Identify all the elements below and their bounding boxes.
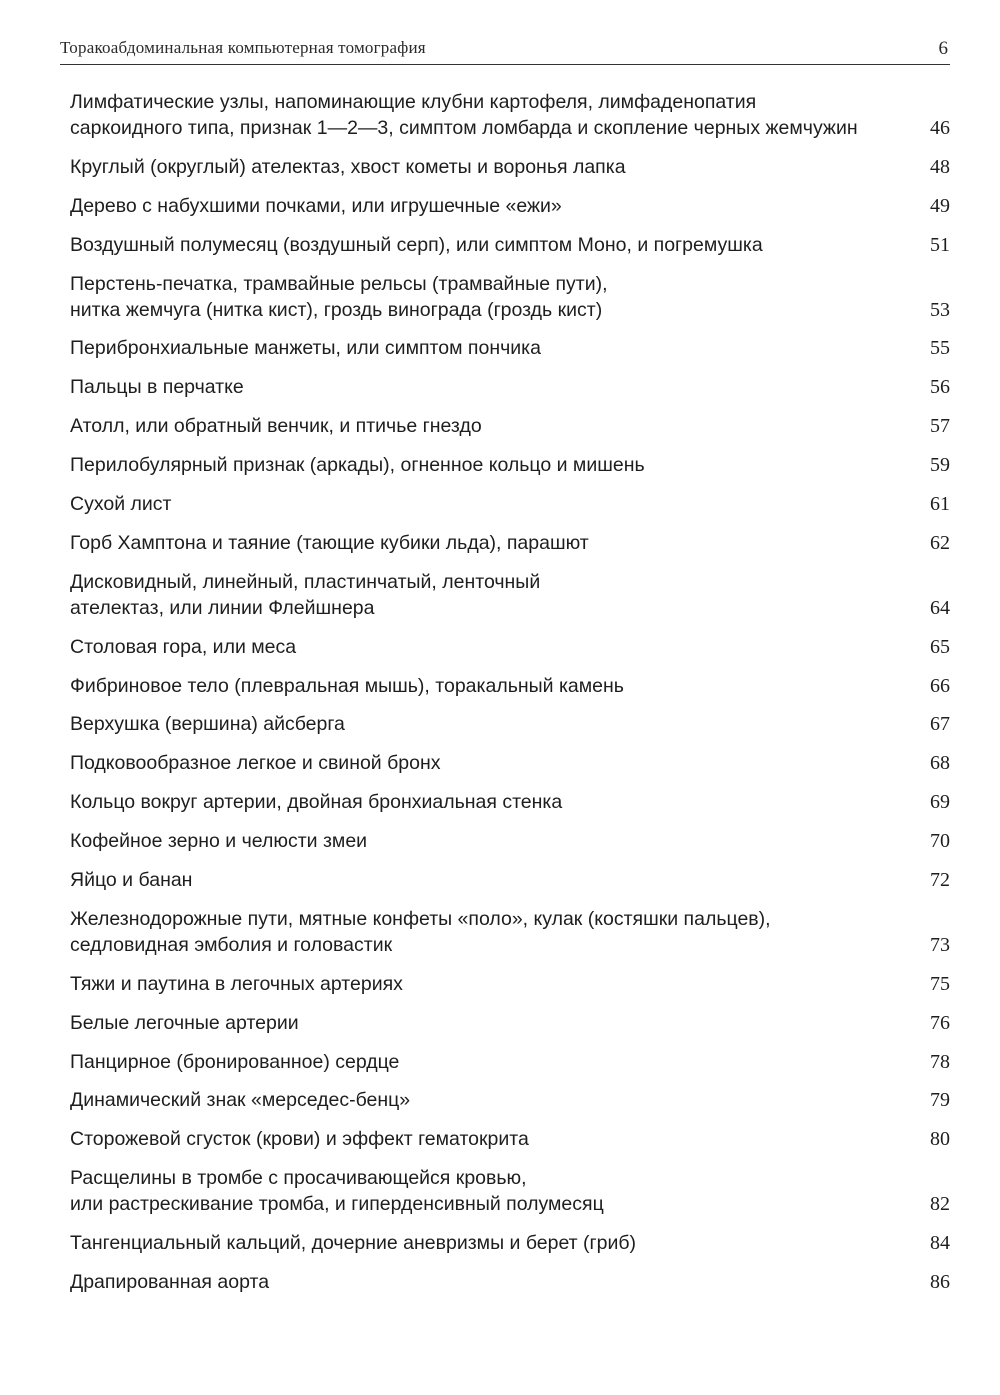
toc-entry-page: 48 <box>930 155 950 178</box>
toc-entry-title <box>70 154 918 180</box>
toc-entry <box>70 413 950 439</box>
toc-entry <box>70 1010 950 1036</box>
toc-entry-title-line: Воздушный полумесяц (воздушный серп), или симптом Моно, и погремушка <box>70 233 763 256</box>
toc-entry-title <box>70 673 918 699</box>
toc-entry-title <box>70 530 918 556</box>
toc-entry-title-line: Верхушка (вершина) айсберга <box>70 713 345 736</box>
toc-entry <box>70 1165 950 1217</box>
toc-entry-title-line: седловидная эмболия и головастик <box>70 933 393 956</box>
toc-entry-page: 61 <box>930 493 950 516</box>
toc-entry-page: 56 <box>930 376 950 399</box>
toc-entry-title-line: Сторожевой сгусток (крови) и эффект гематокрита <box>70 1128 529 1151</box>
toc-entry-title <box>70 1087 918 1113</box>
running-header <box>60 34 950 65</box>
toc-entry-title <box>70 906 918 958</box>
toc-entry <box>70 971 950 997</box>
toc-entry <box>70 711 950 737</box>
toc-entry-title-line: Дерево с набухшими почками, или игрушечные «ежи» <box>70 194 562 217</box>
toc-entry-page: 79 <box>930 1089 950 1112</box>
toc-entry-page: 82 <box>930 1193 950 1216</box>
toc-entry <box>70 154 950 180</box>
toc-entry-page: 55 <box>930 337 950 360</box>
toc-entry <box>70 491 950 517</box>
toc-entry <box>70 452 950 478</box>
toc-entry-title <box>70 867 918 893</box>
toc-entry-title-line: ателектаз, или линии Флейшнера <box>70 596 375 619</box>
toc-entry-title-line: Расщелины в тромбе с просачивающейся кровью, <box>70 1167 527 1190</box>
toc-entry-title <box>70 634 918 660</box>
toc-entry-page: 68 <box>930 752 950 775</box>
toc-entry-title-line: саркоидного типа, признак 1—2—3, симптом ломбарда и скопление черных жемчужин <box>70 117 858 139</box>
toc-entry-page: 59 <box>930 454 950 477</box>
toc-entry-title <box>70 271 918 323</box>
toc-entry-page: 46 <box>930 117 950 139</box>
toc-entry-title-line: Пальцы в перчатке <box>70 376 244 399</box>
toc-entry-title <box>70 1269 918 1295</box>
toc-entry-page: 53 <box>930 298 950 321</box>
toc-entry-title <box>70 452 918 478</box>
toc-entry <box>70 1230 950 1256</box>
toc-entry <box>70 1049 950 1075</box>
toc-entry <box>70 1087 950 1113</box>
toc-entry <box>70 89 950 141</box>
toc-entry-title-line: Лимфатические узлы, напоминающие клубни картофеля, лимфаденопатия <box>70 91 757 113</box>
toc-entry-title <box>70 89 918 141</box>
toc-entry-title <box>70 374 918 400</box>
toc-entry <box>70 374 950 400</box>
toc-entry-title-line: Кофейное зерно и челюсти змеи <box>70 830 368 853</box>
toc-entry-page: 64 <box>930 596 950 619</box>
toc-entry-page: 49 <box>930 194 950 217</box>
toc-entry-page: 66 <box>930 674 950 697</box>
toc-entry-title <box>70 232 918 258</box>
toc-entry-title <box>70 1010 918 1036</box>
toc-entry-title-line: Перилобулярный признак (аркады), огненное кольцо и мишень <box>70 454 645 477</box>
toc-entry-page: 65 <box>930 635 950 658</box>
toc-entry-title-line: Тяжи и паутина в легочных артериях <box>70 972 403 995</box>
toc-entry-title-line: Горб Хамптона и таяние (тающие кубики льда), парашют <box>70 531 589 554</box>
toc-entry-title <box>70 1230 918 1256</box>
toc-entry <box>70 530 950 556</box>
toc-entry <box>70 828 950 854</box>
toc-entry <box>70 271 950 323</box>
toc-entry-title <box>70 750 918 776</box>
toc-entry-title-line: Столовая гора, или меса <box>70 635 297 658</box>
toc-entry-title <box>70 1049 918 1075</box>
toc-entry-title-line: Белые легочные артерии <box>70 1011 299 1034</box>
toc-entry-page: 57 <box>930 415 950 438</box>
page-number: 6 <box>938 38 948 59</box>
toc-entry-title <box>70 711 918 737</box>
toc-entry <box>70 232 950 258</box>
toc-entry-page: 75 <box>930 972 950 995</box>
toc-entry-title-line: Яйцо и банан <box>70 869 193 892</box>
toc-entry-title <box>70 491 918 517</box>
toc-entry-title-line: Драпированная аорта <box>70 1271 270 1294</box>
toc-entry-page: 69 <box>930 791 950 814</box>
toc-entry-page: 86 <box>930 1271 950 1294</box>
toc-entry-title-line: Железнодорожные пути, мятные конфеты «поло», кулак (костяшки пальцев), <box>70 907 771 930</box>
toc-entry-title <box>70 789 918 815</box>
toc-entry-title-line: Перстень-печатка, трамвайные рельсы (трамвайные пути), <box>70 272 608 295</box>
toc-entry-title <box>70 413 918 439</box>
toc-entry-title-line: или растрескивание тромба, и гиперденсивный полумесяц <box>70 1193 604 1216</box>
table-of-contents <box>70 89 950 1308</box>
toc-entry-title-line: Круглый (округлый) ателектаз, хвост кометы и воронья лапка <box>70 155 626 178</box>
running-title: Торакоабдоминальная компьютерная томография <box>60 38 426 57</box>
toc-entry <box>70 1126 950 1152</box>
toc-entry-title <box>70 193 918 219</box>
toc-entry-title-line: Перибронхиальные манжеты, или симптом пончика <box>70 337 541 360</box>
toc-entry-page: 78 <box>930 1050 950 1073</box>
toc-entry-page: 80 <box>930 1128 950 1151</box>
toc-entry-title <box>70 1165 918 1217</box>
toc-entry <box>70 906 950 958</box>
toc-entry-page: 67 <box>930 713 950 736</box>
toc-entry-title-line: Динамический знак «мерседес-бенц» <box>70 1089 411 1112</box>
toc-entry-title <box>70 828 918 854</box>
toc-entry-title <box>70 569 918 621</box>
toc-entry <box>70 193 950 219</box>
toc-entry <box>70 634 950 660</box>
toc-entry <box>70 867 950 893</box>
toc-entry-title-line: Атолл, или обратный венчик, и птичье гнездо <box>70 415 482 438</box>
toc-entry-title-line: Панцирное (бронированное) сердце <box>70 1050 400 1073</box>
toc-entry-page: 70 <box>930 830 950 853</box>
toc-entry <box>70 789 950 815</box>
toc-entry-title-line: Подковообразное легкое и свиной бронх <box>70 752 441 775</box>
toc-entry-title <box>70 971 918 997</box>
toc-entry <box>70 673 950 699</box>
toc-entry <box>70 750 950 776</box>
toc-entry-title-line: Фибриновое тело (плевральная мышь), торакальный камень <box>70 674 624 697</box>
toc-entry <box>70 569 950 621</box>
toc-entry <box>70 335 950 361</box>
toc-entry-page: 72 <box>930 869 950 892</box>
toc-entry-title-line: нитка жемчуга (нитка кист), гроздь винограда (гроздь кист) <box>70 298 603 321</box>
toc-entry-page: 51 <box>930 233 950 256</box>
toc-entry-title-line: Сухой лист <box>70 493 172 516</box>
toc-entry-title <box>70 1126 918 1152</box>
toc-entry-page: 84 <box>930 1232 950 1255</box>
toc-entry-title-line: Дисковидный, линейный, пластинчатый, ленточный <box>70 570 541 593</box>
toc-entry-page: 62 <box>930 531 950 554</box>
toc-entry-title <box>70 335 918 361</box>
toc-entry-page: 73 <box>930 933 950 956</box>
toc-entry-title-line: Кольцо вокруг артерии, двойная бронхиальная стенка <box>70 791 563 814</box>
toc-entry-page: 76 <box>930 1011 950 1034</box>
toc-entry-title-line: Тангенциальный кальций, дочерние аневризмы и берет (гриб) <box>70 1232 637 1255</box>
toc-entry <box>70 1269 950 1295</box>
